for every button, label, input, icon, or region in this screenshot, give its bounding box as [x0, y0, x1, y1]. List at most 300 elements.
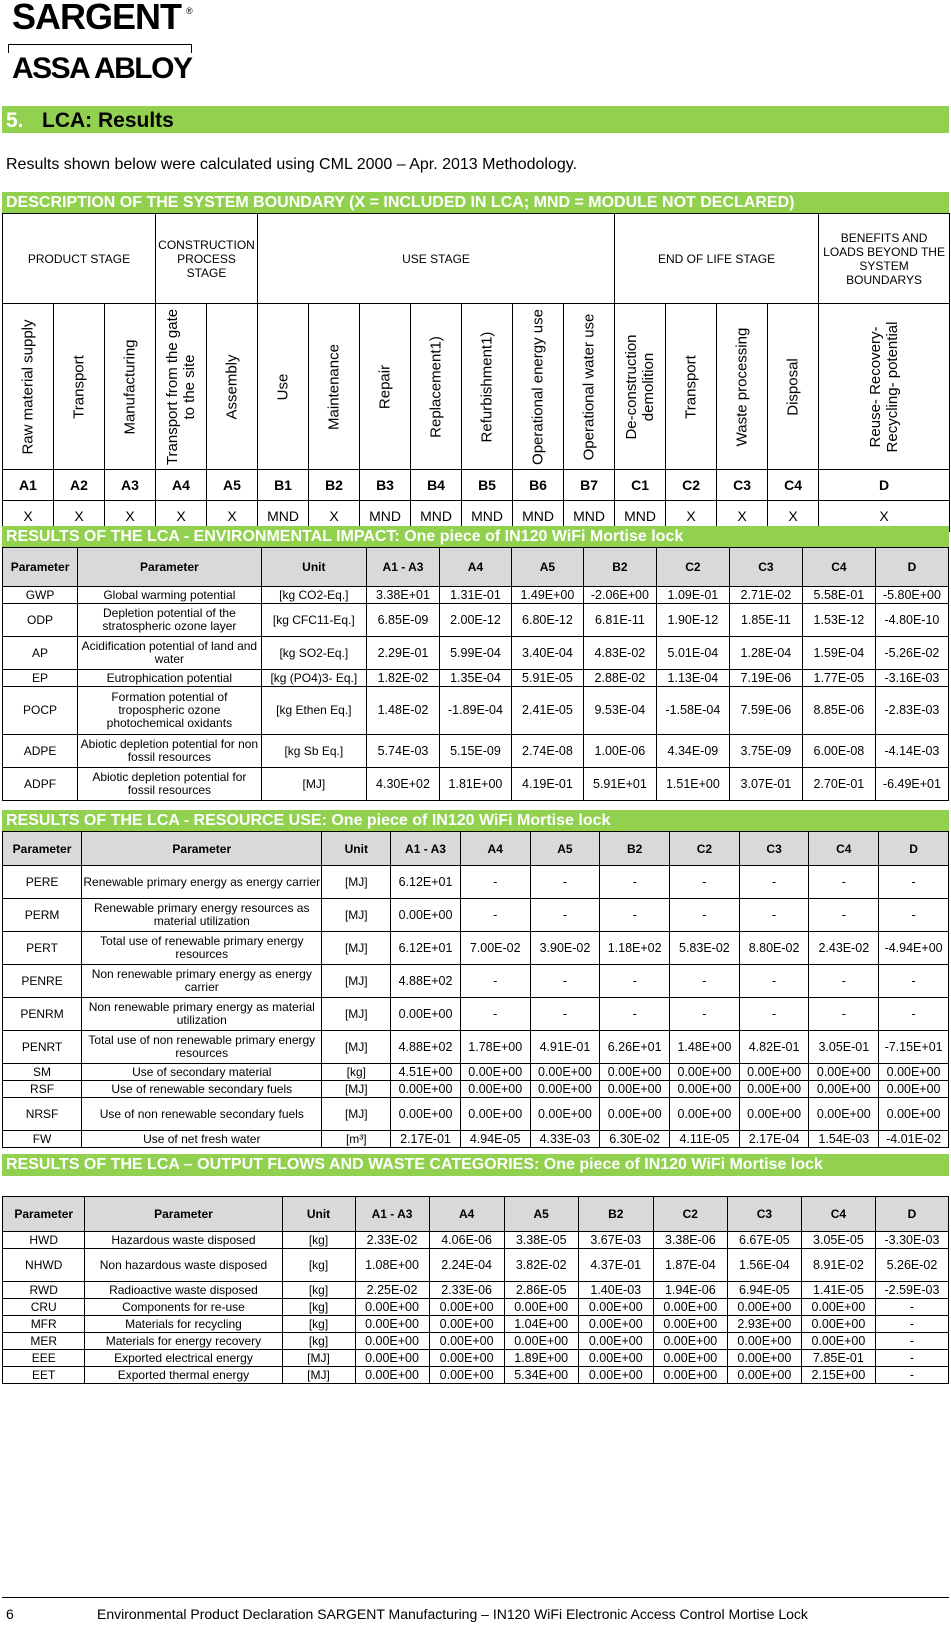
row-unit: [kg CO2-Eq.]: [261, 587, 366, 604]
module-mark: X: [3, 501, 54, 532]
row-code: EP: [3, 670, 78, 687]
module-mark: MND: [615, 501, 666, 532]
row-unit: [MJ]: [282, 1350, 355, 1367]
row-value: 2.93E+00: [727, 1316, 801, 1333]
row-parameter: Use of renewable secondary fuels: [82, 1081, 322, 1098]
row-code: EEE: [3, 1350, 85, 1367]
row-value: 0.00E+00: [578, 1333, 653, 1350]
row-value: 5.83E-02: [670, 932, 740, 965]
row-parameter: Acidification potential of land and water: [78, 637, 262, 670]
row-value: 1.54E-03: [809, 1131, 879, 1148]
row-value: 1.08E+00: [355, 1249, 429, 1282]
column-header: B2: [583, 548, 656, 587]
row-value: 5.58E-01: [802, 587, 875, 604]
row-value: -: [460, 998, 530, 1031]
module-cell: [156, 304, 207, 470]
row-value: 4.19E-01: [511, 768, 583, 801]
intro-text: Results shown below were calculated using CML 2000 – Apr. 2013 Methodology.: [6, 156, 578, 173]
row-value: 2.86E-05: [504, 1282, 578, 1299]
row-value: 6.81E-11: [583, 604, 656, 637]
row-unit: [kg]: [282, 1232, 355, 1249]
row-value: 1.89E+00: [504, 1350, 578, 1367]
row-value: 0.00E+00: [739, 1081, 809, 1098]
row-value: 0.00E+00: [429, 1350, 504, 1367]
row-value: -: [875, 1350, 948, 1367]
module-cell: [360, 304, 411, 470]
module-label: De-construction demolition: [623, 333, 658, 440]
column-header: A1 - A3: [391, 832, 461, 866]
row-value: -3.30E-03: [875, 1232, 948, 1249]
row-parameter: Depletion potential of the stratospheric ozone layer: [78, 604, 262, 637]
row-value: 6.00E-08: [802, 735, 875, 768]
row-value: -2.83E-03: [875, 687, 948, 735]
row-value: -: [739, 998, 809, 1031]
row-unit: [kg]: [322, 1064, 391, 1081]
row-value: 4.34E-09: [656, 735, 729, 768]
row-code: CRU: [3, 1299, 85, 1316]
row-parameter: Abiotic depletion potential for non fossil resources: [78, 735, 262, 768]
row-value: 1.48E+00: [670, 1031, 740, 1064]
row-value: 5.34E+00: [504, 1367, 578, 1384]
row-value: 2.25E-02: [355, 1282, 429, 1299]
section-heading: [2, 106, 949, 133]
row-value: 7.19E-06: [729, 670, 802, 687]
row-value: 0.00E+00: [429, 1367, 504, 1384]
logo-parent: ASSA ABLOY: [12, 52, 192, 85]
row-value: 0.00E+00: [879, 1098, 949, 1131]
module-mark: MND: [462, 501, 513, 532]
row-value: 2.74E-08: [511, 735, 583, 768]
row-value: 0.00E+00: [600, 1081, 670, 1098]
row-value: 0.00E+00: [809, 1064, 879, 1081]
module-mark: X: [819, 501, 950, 532]
row-parameter: Exported thermal energy: [85, 1367, 282, 1384]
resource-use-title: RESULTS OF THE LCA - RESOURCE USE: One piece of IN120 WiFi Mortise lock: [2, 810, 949, 832]
row-unit: [MJ]: [322, 866, 391, 899]
output-flows-table: [2, 1196, 949, 1384]
table-row: [3, 866, 949, 899]
row-value: 4.30E+02: [366, 768, 439, 801]
row-value: 1.78E+00: [460, 1031, 530, 1064]
section-number: 5.: [6, 109, 24, 132]
row-value: -: [460, 899, 530, 932]
row-parameter: Radioactive waste disposed: [85, 1282, 282, 1299]
row-value: 1.13E-04: [656, 670, 729, 687]
row-value: 1.35E-04: [439, 670, 511, 687]
row-value: 1.00E-06: [583, 735, 656, 768]
stage-use: USE STAGE: [258, 214, 615, 304]
row-value: 5.91E-05: [511, 670, 583, 687]
module-mark: MND: [411, 501, 462, 532]
module-code: B5: [462, 470, 513, 501]
row-value: -: [530, 866, 600, 899]
row-value: -: [875, 1333, 948, 1350]
row-value: -1.58E-04: [656, 687, 729, 735]
row-value: 1.87E-04: [653, 1249, 727, 1282]
module-cell: [564, 304, 615, 470]
row-code: NHWD: [3, 1249, 85, 1282]
module-code: C2: [666, 470, 717, 501]
row-value: 0.00E+00: [653, 1367, 727, 1384]
row-value: 1.82E-02: [366, 670, 439, 687]
module-label: Manufacturing: [121, 338, 139, 435]
row-value: -4.01E-02: [879, 1131, 949, 1148]
row-value: 5.99E-04: [439, 637, 511, 670]
row-code: RWD: [3, 1282, 85, 1299]
module-cell: [513, 304, 564, 470]
row-value: 6.67E-05: [727, 1232, 801, 1249]
module-mark: MND: [564, 501, 615, 532]
row-value: 1.81E+00: [439, 768, 511, 801]
row-value: -: [600, 998, 670, 1031]
row-value: 0.00E+00: [504, 1333, 578, 1350]
module-cell: [258, 304, 309, 470]
row-value: 0.00E+00: [391, 998, 461, 1031]
row-value: 5.74E-03: [366, 735, 439, 768]
row-value: 3.38E+01: [366, 587, 439, 604]
row-code: ADPF: [3, 768, 78, 801]
row-value: -: [739, 866, 809, 899]
column-header: Parameter: [3, 548, 78, 587]
row-value: 0.00E+00: [391, 899, 461, 932]
module-label: Refurbishment1): [478, 331, 496, 442]
module-code: C4: [768, 470, 819, 501]
row-value: -: [879, 899, 949, 932]
row-value: 1.48E-02: [366, 687, 439, 735]
row-value: -3.16E-03: [875, 670, 948, 687]
stage-product: PRODUCT STAGE: [3, 214, 156, 304]
row-value: 2.24E-04: [429, 1249, 504, 1282]
module-label: Replacement1): [427, 335, 445, 438]
row-parameter: Abiotic depletion potential for fossil resources: [78, 768, 262, 801]
row-value: 0.00E+00: [801, 1316, 875, 1333]
row-parameter: Use of net fresh water: [82, 1131, 322, 1148]
row-code: PERE: [3, 866, 82, 899]
row-unit: [kg]: [282, 1316, 355, 1333]
row-value: 0.00E+00: [727, 1333, 801, 1350]
row-value: 2.43E-02: [809, 932, 879, 965]
table-row: [3, 899, 949, 932]
table-row: [3, 1333, 949, 1350]
row-value: 0.00E+00: [653, 1333, 727, 1350]
row-value: 3.05E-05: [801, 1232, 875, 1249]
column-header: C4: [809, 832, 879, 866]
module-label: Repair: [376, 364, 394, 409]
row-value: 0.00E+00: [530, 1064, 600, 1081]
module-mark: MND: [258, 501, 309, 532]
column-header: B2: [600, 832, 670, 866]
row-value: 1.85E-11: [729, 604, 802, 637]
stage-end-of-life: END OF LIFE STAGE: [615, 214, 819, 304]
row-value: 0.00E+00: [801, 1299, 875, 1316]
row-code: GWP: [3, 587, 78, 604]
row-parameter: Use of non renewable secondary fuels: [82, 1098, 322, 1131]
row-value: 8.80E-02: [739, 932, 809, 965]
row-value: 0.00E+00: [429, 1333, 504, 1350]
row-code: PERM: [3, 899, 82, 932]
module-label: Reuse- Recovery- Recycling- potential: [867, 321, 902, 452]
module-mark: MND: [513, 501, 564, 532]
column-header: A5: [504, 1197, 578, 1232]
module-code: C1: [615, 470, 666, 501]
row-value: 0.00E+00: [391, 1081, 461, 1098]
row-code: MER: [3, 1333, 85, 1350]
row-value: 3.82E-02: [504, 1249, 578, 1282]
table-row: [3, 1131, 949, 1148]
row-unit: [kg]: [282, 1282, 355, 1299]
row-value: 5.15E-09: [439, 735, 511, 768]
row-value: 7.85E-01: [801, 1350, 875, 1367]
row-value: -2.06E+00: [583, 587, 656, 604]
row-value: -5.80E+00: [875, 587, 948, 604]
row-value: 4.83E-02: [583, 637, 656, 670]
module-code: A1: [3, 470, 54, 501]
row-value: 1.28E-04: [729, 637, 802, 670]
column-header: Parameter: [85, 1197, 282, 1232]
row-value: 5.01E-04: [656, 637, 729, 670]
row-value: 0.00E+00: [391, 1098, 461, 1131]
row-value: -: [809, 965, 879, 998]
row-value: 0.00E+00: [578, 1367, 653, 1384]
row-value: 0.00E+00: [355, 1367, 429, 1384]
table-row: [3, 1350, 949, 1367]
module-mark: X: [717, 501, 768, 532]
row-unit: [kg]: [282, 1249, 355, 1282]
row-value: 2.71E-02: [729, 587, 802, 604]
column-header: C3: [727, 1197, 801, 1232]
column-header: A1 - A3: [366, 548, 439, 587]
module-mark: X: [105, 501, 156, 532]
module-code: B1: [258, 470, 309, 501]
row-code: HWD: [3, 1232, 85, 1249]
row-value: 0.00E+00: [739, 1064, 809, 1081]
row-code: PENRT: [3, 1031, 82, 1064]
row-value: 3.90E-02: [530, 932, 600, 965]
row-parameter: Components for re-use: [85, 1299, 282, 1316]
module-code: B3: [360, 470, 411, 501]
row-value: -: [530, 998, 600, 1031]
row-value: 4.51E+00: [391, 1064, 461, 1081]
column-header: A4: [460, 832, 530, 866]
table-row: [3, 965, 949, 998]
row-value: 4.88E+02: [391, 1031, 461, 1064]
row-code: PENRM: [3, 998, 82, 1031]
table-row: [3, 1081, 949, 1098]
row-parameter: Exported electrical energy: [85, 1350, 282, 1367]
module-cell: [105, 304, 156, 470]
module-label: Transport from the gate to the site: [164, 308, 198, 465]
row-value: -: [670, 998, 740, 1031]
row-value: 9.53E-04: [583, 687, 656, 735]
row-value: 6.85E-09: [366, 604, 439, 637]
row-code: EET: [3, 1367, 85, 1384]
module-code: C3: [717, 470, 768, 501]
page-number: 6: [6, 1606, 14, 1622]
row-value: 1.94E-06: [653, 1282, 727, 1299]
row-value: -4.94E+00: [879, 932, 949, 965]
row-code: ODP: [3, 604, 78, 637]
module-code: B7: [564, 470, 615, 501]
row-unit: [MJ]: [261, 768, 366, 801]
row-value: 0.00E+00: [600, 1064, 670, 1081]
row-value: 3.38E-06: [653, 1232, 727, 1249]
row-value: -: [600, 866, 670, 899]
row-unit: [MJ]: [322, 1031, 391, 1064]
row-value: 8.91E-02: [801, 1249, 875, 1282]
row-value: 1.77E-05: [802, 670, 875, 687]
row-code: PENRE: [3, 965, 82, 998]
column-header: C3: [729, 548, 802, 587]
row-value: 1.41E-05: [801, 1282, 875, 1299]
row-value: 1.18E+02: [600, 932, 670, 965]
row-value: 2.29E-01: [366, 637, 439, 670]
module-label: Use: [274, 373, 292, 400]
row-unit: [MJ]: [322, 998, 391, 1031]
module-mark: X: [309, 501, 360, 532]
row-value: -: [530, 965, 600, 998]
row-value: 4.37E-01: [578, 1249, 653, 1282]
row-value: -: [670, 899, 740, 932]
module-cell: [717, 304, 768, 470]
row-value: -5.26E-02: [875, 637, 948, 670]
row-parameter: Materials for energy recovery: [85, 1333, 282, 1350]
row-value: -: [460, 965, 530, 998]
module-mark: X: [156, 501, 207, 532]
module-code: B2: [309, 470, 360, 501]
code-row: [3, 470, 950, 501]
row-value: -: [739, 965, 809, 998]
row-value: 2.15E+00: [801, 1367, 875, 1384]
row-value: -: [670, 866, 740, 899]
row-parameter: Total use of non renewable primary energy resources: [82, 1031, 322, 1064]
column-header: A5: [511, 548, 583, 587]
row-value: 3.75E-09: [729, 735, 802, 768]
table-row: [3, 587, 949, 604]
module-code: A2: [54, 470, 105, 501]
row-value: 0.00E+00: [670, 1098, 740, 1131]
module-row: [3, 304, 950, 470]
column-header: B2: [578, 1197, 653, 1232]
module-code: A5: [207, 470, 258, 501]
row-parameter: Hazardous waste disposed: [85, 1232, 282, 1249]
row-value: 0.00E+00: [653, 1350, 727, 1367]
module-cell: [462, 304, 513, 470]
module-mark: X: [768, 501, 819, 532]
module-label: Operational water use: [580, 313, 598, 460]
row-value: 6.80E-12: [511, 604, 583, 637]
module-cell: [615, 304, 666, 470]
module-label: Disposal: [784, 357, 802, 416]
column-header: Unit: [322, 832, 391, 866]
env-impact-table: [2, 547, 949, 801]
column-header: D: [875, 548, 948, 587]
row-code: MFR: [3, 1316, 85, 1333]
row-unit: [MJ]: [322, 1098, 391, 1131]
row-unit: [MJ]: [322, 1081, 391, 1098]
row-value: 3.05E-01: [809, 1031, 879, 1064]
company-logo: [8, 2, 198, 86]
module-code: A3: [105, 470, 156, 501]
row-value: 0.00E+00: [727, 1350, 801, 1367]
row-value: -: [600, 899, 670, 932]
table-row: [3, 768, 949, 801]
row-code: NRSF: [3, 1098, 82, 1131]
table-row: [3, 687, 949, 735]
row-value: 1.51E+00: [656, 768, 729, 801]
row-value: 0.00E+00: [355, 1299, 429, 1316]
column-header: C2: [656, 548, 729, 587]
module-code: A4: [156, 470, 207, 501]
column-header: C2: [653, 1197, 727, 1232]
row-code: AP: [3, 637, 78, 670]
module-cell: [309, 304, 360, 470]
row-value: 2.33E-06: [429, 1282, 504, 1299]
row-unit: [MJ]: [322, 899, 391, 932]
row-value: 1.53E-12: [802, 604, 875, 637]
row-value: 7.00E-02: [460, 932, 530, 965]
row-value: 4.06E-06: [429, 1232, 504, 1249]
row-value: 0.00E+00: [460, 1081, 530, 1098]
row-value: 3.38E-05: [504, 1232, 578, 1249]
table-row: [3, 1299, 949, 1316]
module-cell: [819, 304, 950, 470]
table-row: [3, 735, 949, 768]
row-value: 5.26E-02: [875, 1249, 948, 1282]
row-unit: [kg (PO4)3- Eq.]: [261, 670, 366, 687]
module-label: Assembly: [223, 353, 241, 420]
table-row: [3, 1282, 949, 1299]
env-impact-title: RESULTS OF THE LCA - ENVIRONMENTAL IMPACT: One piece of IN120 WiFi Mortise lock: [2, 526, 949, 548]
module-label: Transport: [70, 354, 88, 419]
row-value: -2.59E-03: [875, 1282, 948, 1299]
column-header: C4: [802, 548, 875, 587]
row-value: 0.00E+00: [355, 1333, 429, 1350]
column-header: Parameter: [82, 832, 322, 866]
row-value: 1.04E+00: [504, 1316, 578, 1333]
row-value: -: [809, 866, 879, 899]
row-value: -: [879, 998, 949, 1031]
module-mark: X: [666, 501, 717, 532]
table-row: [3, 670, 949, 687]
row-code: SM: [3, 1064, 82, 1081]
row-value: 0.00E+00: [578, 1350, 653, 1367]
row-code: ADPE: [3, 735, 78, 768]
row-value: -: [460, 866, 530, 899]
row-value: 1.31E-01: [439, 587, 511, 604]
row-value: 2.00E-12: [439, 604, 511, 637]
module-mark: X: [207, 501, 258, 532]
row-value: -: [809, 998, 879, 1031]
row-value: 1.40E-03: [578, 1282, 653, 1299]
row-value: -7.15E+01: [879, 1031, 949, 1064]
table-row: [3, 1031, 949, 1064]
column-header: Parameter: [78, 548, 262, 587]
module-cell: [3, 304, 54, 470]
column-header: A4: [429, 1197, 504, 1232]
row-code: POCP: [3, 687, 78, 735]
module-cell: [54, 304, 105, 470]
row-parameter: Materials for recycling: [85, 1316, 282, 1333]
row-unit: [MJ]: [282, 1367, 355, 1384]
module-cell: [666, 304, 717, 470]
row-value: -: [879, 965, 949, 998]
row-value: 3.40E-04: [511, 637, 583, 670]
module-label: Raw material supply: [19, 318, 37, 455]
row-value: 3.07E-01: [729, 768, 802, 801]
row-value: 0.00E+00: [727, 1299, 801, 1316]
column-header: Parameter: [3, 832, 82, 866]
row-parameter: Renewable primary energy as energy carrier: [82, 866, 322, 899]
